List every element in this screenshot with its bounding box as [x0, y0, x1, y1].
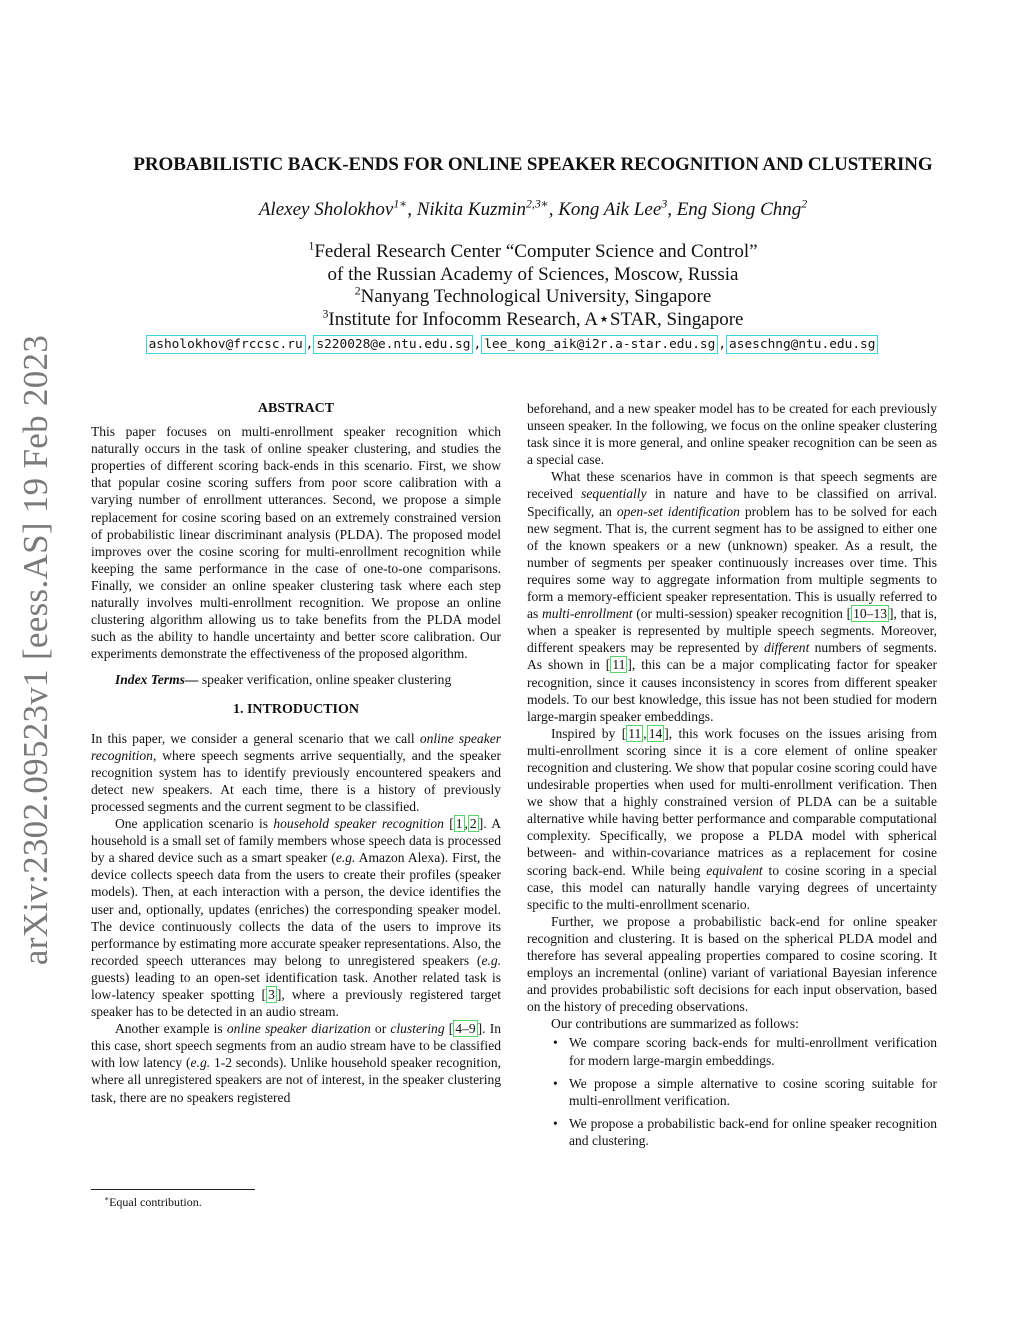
- citation-link[interactable]: 1: [455, 816, 463, 832]
- body-paragraph: beforehand, and a new speaker model has to be created for each previously unseen speaker. In the following, we focus on the online speaker clustering task since it is more general, and online speaker recognition can be seen as a special case.: [527, 401, 937, 468]
- intro-paragraph: In this paper, we consider a general scenario that we call online speaker recognition, where speech segments arrive sequentially, and the speaker recognition system has to identify previously encountered speakers and detect new speakers. At each time, there is a history of previously processed segments and the current segment to be classified.: [91, 730, 501, 814]
- email-list: asholokhov@frccsc.ru , s220028@e.ntu.edu.sg , lee_kong_aik@i2r.a-star.edu.sg , aseschng@ntu.edu.sg: [0, 335, 1024, 354]
- author-name: Nikita Kuzmin: [416, 199, 526, 220]
- email-link[interactable]: s220028@e.ntu.edu.sg: [313, 335, 473, 354]
- affiliation-line: of the Russian Academy of Sciences, Moscow, Russia: [327, 263, 739, 285]
- email-link[interactable]: lee_kong_aik@i2r.a-star.edu.sg: [481, 335, 718, 354]
- citation-link[interactable]: 2: [469, 816, 477, 832]
- author-mark: 1∗: [393, 197, 408, 211]
- body-paragraph: Further, we propose a probabilistic back-end for online speaker recognition and clustering. It is based on the spherical PLDA model and therefore has several appealing properties compared to cosine scoring. It employs an incremental (online) variant of variational Bayesian inference and provides probabilistic soft decisions for each input observation, based on the history of preceding observations.: [527, 913, 937, 1015]
- citation-link[interactable]: 11: [628, 725, 642, 741]
- author-name: Eng Siong Chng: [676, 199, 802, 220]
- list-item: • We compare scoring back-ends for multi-enrollment verification for modern large-margin embeddings.: [527, 1034, 937, 1068]
- citation-link[interactable]: 10–13: [853, 606, 887, 622]
- body-paragraph: Inspired by [ 11 , 14 ], this work focuses on the issues arising from multi-enrollment scoring since it is a core element of online speaker recognition and clustering. We show that popular cosine scoring could have undesirable properties when used for multi-enrollment verification. Then we show that a highly constrained version of PLDA can be a suitable alternative while having better performance and comparable computational complexity. Specifically, we propose a PLDA model with spherical between- and within-covariance matrices as a replacement for cosine scoring back-end. While being equivalent to cosine scoring in a special case, this model can naturally handle varying degrees of uncertainty specific to the multi-enrollment scenario.: [527, 725, 937, 912]
- index-terms: Index Terms— speaker verification, online speaker clustering: [115, 672, 452, 688]
- affiliation-line: $^2$Nanyang Technological University, Singapore: [354, 284, 712, 307]
- footnote: ∗Equal contribution.: [104, 1194, 202, 1209]
- email-link[interactable]: asholokhov@frccsc.ru: [146, 335, 306, 354]
- citation-link[interactable]: 14: [648, 725, 663, 741]
- arxiv-identifier: arXiv:2302.09523v1 [eess.AS] 19 Feb 2023: [16, 334, 55, 966]
- footnote-divider: [91, 1189, 255, 1190]
- abstract-text: This paper focuses on multi-enrollment speaker recognition which naturally occurs in the task of online speaker clustering, and studies the properties of different scoring back-ends in this scenario. First, we show that popular cosine scoring suffers from poor score calibration with a varying number of enrollment utterances. Second, we propose a simple replacement for cosine scoring based on an extremely constrained version of probabilistic linear discriminant analysis (PLDA). The proposed model improves over the cosine scoring for multi-enrollment recognition while keeping the same performance in the case of one-to-one comparisons. Finally, we consider an online speaker clustering task where each step naturally involves multi-enrollment recognition. We propose an online clustering algorithm allowing us to take benefits from the PLDA model such as the ability to handle uncertainty and better score calibration. Our experiments demonstrate the effectiveness of the proposed algorithm.: [91, 424, 501, 662]
- citation-link[interactable]: 3: [268, 987, 275, 1002]
- intro-heading: 1. INTRODUCTION: [232, 701, 359, 717]
- right-column: [527, 400, 937, 1155]
- affiliation-line: $^1$Federal Research Center “Computer Science and Control”: [308, 239, 758, 262]
- list-item: • We propose a probabilistic back-end for online speaker recognition and clustering.: [527, 1115, 937, 1149]
- author-name: Alexey Sholokhov: [258, 199, 394, 220]
- intro-paragraph: One application scenario is household speaker recognition [ 1 , 2 ]. A household is a small set of family members whose speech data is processed by a shared device such as a smart speaker (e.g. Amazon Alexa). First, the device collects speech data from the users to create their profiles (speaker models). Then, at each interaction with a person, the device identifies the user and, optionally, updates (enriches) the corresponding speaker model. The device continuously collects the data of the users to improve its performance by estimating more accurate speaker representations. Also, the recorded speech utterances may belong to unregistered speakers (e.g. guests) leading to an open-set identification task. Another related task is low-latency speaker spotting [ 3 ], where a previously registered target speaker has to be detected in an audio stream.: [91, 816, 502, 1020]
- list-item: • We propose a simple alternative to cosine scoring suitable for multi-enrollment verification.: [527, 1075, 937, 1109]
- contribution-list: [527, 1034, 937, 1149]
- paper-title: PROBABILISTIC BACK-ENDS FOR ONLINE SPEAKER RECOGNITION AND CLUSTERING: [133, 154, 933, 175]
- author-mark: 2: [801, 197, 808, 211]
- author-mark: 2,3∗: [526, 197, 549, 211]
- body-paragraph: What these scenarios have in common is that speech segments are received sequentially in nature and have to be classified on arrival. Specifically, an open-set identification problem has to be solved for each new segment. That is, the current segment has to be assigned to either one of the known speakers or a new (unknown) speaker. As a result, the number of segments per speaker continuously increases over time. This requires some way to aggregate information from multiple segments to form a memory-efficient speaker representation. This is usually referred to as multi-enrollment (or multi-session) speaker recognition [ 10–13 ], that is, when a speaker is represented by multiple speech segments. Moreover, different speakers may be represented by different numbers of segments. As shown in [ 11 ], this can be a major complicating factor for speaker recognition, since it causes inconsistency in scores from different speaker models. To our best knowledge, this issue has not been studied for modern large-margin speaker embeddings.: [527, 469, 938, 724]
- affiliation-list: [70, 241, 996, 331]
- author-name: Kong Aik Lee: [558, 199, 662, 220]
- intro-paragraph: Another example is online speaker diarization or clustering [ 4–9 ]. In this case, short speech segments from an audio stream have to be classified with low latency (e.g. 1-2 seconds). Unlike household speaker recognition, where all unregistered speakers are not of interest, in the speaker clustering task, there are no speakers registered: [91, 1021, 502, 1105]
- author-mark: 3: [661, 197, 668, 211]
- left-column: [91, 400, 501, 1106]
- body-paragraph: Our contributions are summarized as follows:: [551, 1016, 799, 1032]
- abstract-heading: ABSTRACT: [257, 401, 335, 416]
- citation-link[interactable]: 4–9: [455, 1021, 476, 1037]
- email-link[interactable]: aseschng@ntu.edu.sg: [726, 335, 878, 354]
- author-list: Alexey Sholokhov$^{1∗}$, Nikita Kuzmin$^{2,3∗}$, Kong Aik Lee$^3$, Eng Siong Chng$^2$: [258, 197, 808, 220]
- citation-link[interactable]: 11: [612, 657, 626, 673]
- affiliation-line: $^3$Institute for Infocomm Research, A⋆STAR, Singapore: [322, 307, 744, 330]
